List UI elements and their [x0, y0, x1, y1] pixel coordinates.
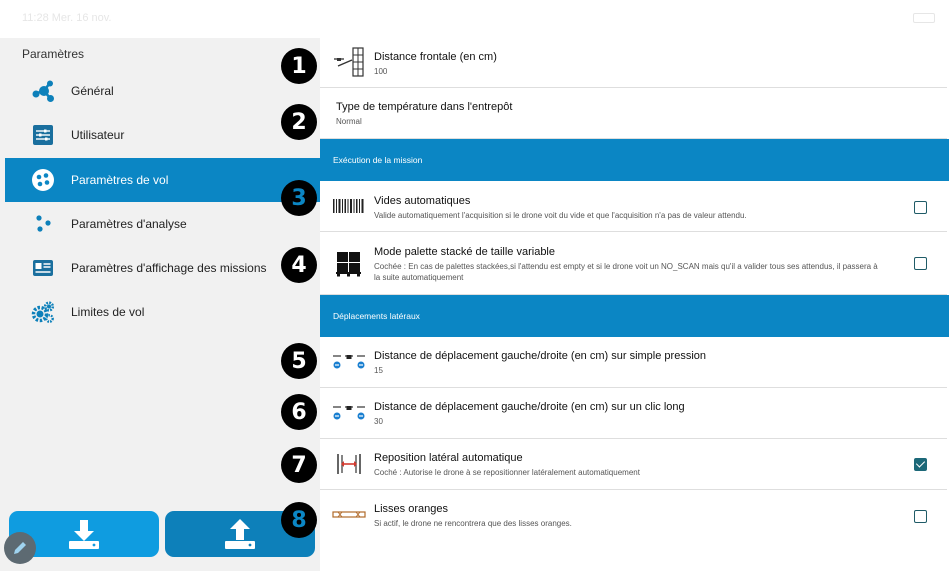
pallet-stack-icon: [332, 251, 366, 277]
setting-auto-empty[interactable]: [320, 181, 947, 232]
sidebar-item-label: Paramètres d'affichage des missions: [71, 261, 267, 275]
setting-description: Valide automatiquement l'acquisition si le drone voit du vide et que l'acquisition n'a pas de valeur attendu.: [374, 211, 747, 220]
sidebar-item-label: Général: [71, 84, 114, 98]
auto-empty-checkbox[interactable]: [914, 201, 927, 214]
orange-beams-checkbox[interactable]: [914, 510, 927, 523]
status-time: 11:28 Mer. 16 nov.: [22, 12, 112, 24]
dots-icon: [31, 212, 55, 236]
section-title: Exécution de la mission: [333, 155, 423, 165]
reposition-icon: [332, 452, 366, 476]
upload-icon: [223, 517, 257, 551]
setting-title: Distance de déplacement gauche/droite (en cm) sur un clic long: [374, 401, 685, 413]
section-mission-execution: [320, 139, 949, 181]
sidebar-item-general[interactable]: [5, 69, 320, 113]
settings-list: [320, 38, 949, 571]
orange-beam-icon: [332, 510, 366, 520]
sidebar-item-flight-limits[interactable]: [5, 290, 320, 334]
setting-value: 100: [374, 67, 388, 76]
sidebar-item-user[interactable]: [5, 113, 320, 157]
setting-orange-beams[interactable]: [320, 490, 947, 541]
setting-description: Si actif, le drone ne rencontrera que des lisses oranges.: [374, 519, 572, 528]
badge-7: 7: [281, 447, 317, 483]
badge-1: 1: [281, 48, 317, 84]
hub-icon: [31, 79, 55, 103]
status-bar: [0, 0, 949, 38]
sidebar: [0, 38, 320, 571]
drone-lateral-icon: [332, 351, 366, 371]
setting-title: Distance frontale (en cm): [374, 51, 497, 63]
badge-3: 3: [281, 180, 317, 216]
setting-lateral-distance-long[interactable]: [320, 388, 947, 439]
barcode-icon: [332, 198, 366, 214]
setting-title: Vides automatiques: [374, 195, 471, 207]
sidebar-item-label: Utilisateur: [71, 128, 125, 142]
setting-description: Coché : Autorise le drone à se repositionner latéralement automatiquement: [374, 468, 640, 477]
badge-2: 2: [281, 104, 317, 140]
battery-icon: [913, 13, 935, 23]
setting-value: 30: [374, 417, 383, 426]
dots-circle-icon: [31, 168, 55, 192]
section-lateral-moves: [320, 295, 949, 337]
auto-reposition-checkbox[interactable]: [914, 458, 927, 471]
badge-8: 8: [281, 502, 317, 538]
sidebar-item-mission-display[interactable]: [5, 246, 320, 290]
sidebar-item-analysis-settings[interactable]: [5, 202, 320, 246]
drone-grid-icon: [332, 46, 366, 78]
download-icon: [67, 517, 101, 551]
setting-value: Normal: [336, 117, 362, 126]
sidebar-item-label: Paramètres d'analyse: [71, 217, 187, 231]
sidebar-item-label: Limites de vol: [71, 305, 145, 319]
setting-title: Mode palette stacké de taille variable: [374, 246, 555, 258]
drone-lateral-icon: [332, 402, 366, 422]
sliders-icon: [31, 123, 55, 147]
sidebar-item-label: Paramètres de vol: [71, 173, 169, 187]
setting-front-distance[interactable]: [320, 38, 947, 88]
id-card-icon: [31, 256, 55, 280]
setting-auto-lateral-reposition[interactable]: [320, 439, 947, 490]
setting-stacked-pallet-mode[interactable]: [320, 232, 947, 295]
setting-description: Cochée : En cas de palettes stackées,si l'attendu est empty et si le drone voit un NO_SCAN mais qu'il a valider tous ses attendus, il passera à la suite automatiquement: [374, 262, 878, 282]
badge-4: 4: [281, 247, 317, 283]
setting-title: Reposition latéral automatique: [374, 452, 523, 464]
setting-title: Type de température dans l'entrepôt: [336, 101, 513, 113]
edit-button[interactable]: [4, 532, 36, 564]
sidebar-title: Paramètres: [22, 47, 85, 61]
setting-temperature-type[interactable]: [320, 88, 947, 139]
stacked-pallet-checkbox[interactable]: [914, 257, 927, 270]
setting-title: Distance de déplacement gauche/droite (en cm) sur simple pression: [374, 350, 706, 362]
badge-6: 6: [281, 394, 317, 430]
badge-5: 5: [281, 343, 317, 379]
pencil-icon: [12, 540, 28, 556]
gears-icon: [31, 300, 55, 324]
setting-title: Lisses oranges: [374, 503, 448, 515]
section-title: Déplacements latéraux: [333, 311, 420, 321]
setting-value: 15: [374, 366, 383, 375]
sidebar-item-flight-settings[interactable]: [5, 158, 320, 202]
setting-lateral-distance-press[interactable]: [320, 337, 947, 388]
